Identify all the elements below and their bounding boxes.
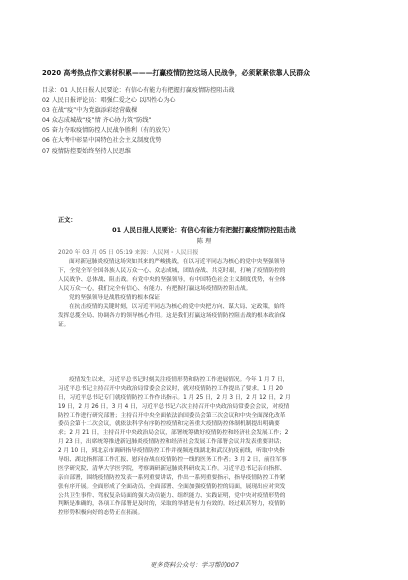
paragraph-line: 党的坚强领导是战胜疫情的根本保证 <box>69 295 160 301</box>
toc-item: 07 疫情防控要始终坚持人民思维 <box>42 147 131 155</box>
paragraph-line: 疫情发生以来，习近平总书记时刻关注疫情形势和防控工作进展情况。今年 1 月 7 日， <box>69 377 289 383</box>
paragraph-line: 日，习近平总书记专门就疫情防控工作作出指示。1 月 25 日，2 月 3 日，2 月 12 日，2 月 <box>58 394 291 401</box>
footer-watermark: 更多资料公众号：学习帮的007 <box>150 561 239 569</box>
document-title: 2020 高考热点作文素材积累———打赢疫情防控这场人民战争，必须紧紧依靠人民群众 <box>42 69 311 77</box>
toc-item: 02 人民日报评论员：唱强仁爱之心 以四性心为心 <box>42 97 176 105</box>
paragraph-line: 委员会第十二次会议，就依法科学有序防控疫情和完善重大疫情防控体制机制提出明确要 <box>58 421 280 428</box>
paragraph <box>58 294 358 330</box>
paragraph-line: 人民战争、总体战、阻击战。有党中央的坚强领导，有中国特色社会主义制度优势，有全体 <box>58 276 286 283</box>
paragraph-line: 张有序开展。全面形成了全面动员、全面部署、全面加强疫情防控的局面，展现出应对突发 <box>58 483 286 490</box>
paragraph-line: 控形势积极向好的态势正在拓展。 <box>58 510 144 517</box>
paragraph-line: 判断是准确的，各项工作部署是及时的，采取的举措是有力有效的。经过艰苦努力，疫情防 <box>58 501 286 508</box>
paragraph <box>58 376 358 518</box>
paragraph-line: 在抗击疫情的关键时刻，以习近平同志为核心的党中央把方向、谋大局、定政策，始终 <box>69 303 286 310</box>
paragraph-line: 导组、湖北指挥部工作汇报、慰问奋战在疫情防控一线的医务工作者；3 月 2 日，前往军事 <box>58 457 287 464</box>
toc-item: 目录：01 人民日报人民要论：有信心有能力有把握打赢疫情防控阻击战 <box>42 87 235 94</box>
paragraph-line: 月 23 日，出席统筹推进新冠肺炎疫情防控和经济社会发展工作部署会议并发表重要讲话； <box>58 439 285 446</box>
article-title: 01 人民日报人民要论：有信心有能力有把握打赢疫情防控阻击战 <box>112 226 296 234</box>
paragraph-line: 习近平总书记主持召开中央政治局常委会会议时，就对疫情防控工作提出了要求。1 月 20 <box>58 385 283 392</box>
paragraph-line: 证。 <box>58 321 70 328</box>
paragraph-line: 医学研究院、清华大学医学院，考察调研新冠肺炎科研攻关工作。习近平总书记亲自指挥、 <box>58 465 286 472</box>
paragraph <box>58 258 358 294</box>
paragraph-line: 亲自部署，围绕疫情防控发表一系列重要讲话，作出一系列重要指示，指导疫情防控工作紧 <box>58 474 286 481</box>
paragraph-line: 发挥总揽全局、协调各方的领导核心作用。这是我们打赢这场疫情防控阻击战的根本政治保 <box>58 312 286 319</box>
paragraph-line: 下，全党全军全国各族人民万众一心、众志成城，团结奋战、共克时艰，打响了疫情防控的 <box>58 267 286 274</box>
paragraph-line: 19 日，2 月 26 日，3 月 4 日，习近平总书记六次主持召开中央政治局常委会会议，对疫情 <box>58 403 290 410</box>
toc-item: 03 在战“疫”中为党旗添彩经营截棵 <box>42 107 138 115</box>
toc-item: 04 众志成城战“疫”情 齐心协力筑“防线” <box>42 117 152 125</box>
article-author: 陈 理 <box>196 238 212 245</box>
paragraph-line: 求；2 月 21 日，主持召开中央政治局会议，部署统筹做好疫情防控和经济社会发展工作；2 <box>58 430 289 437</box>
paragraph-line: 2 月 10 日，到北京市调研指导疫情防控工作并视频连线湖北和武汉抗疫前线，听取中央指 <box>58 448 285 455</box>
section-label: 正文： <box>58 217 77 224</box>
toc-item: 05 奋力夺取疫情防控人民战争胜利（有的放矢） <box>42 127 174 135</box>
paragraph-line: 人民万众一心，我们完全有信心、有能力、有把握打赢这场疫情防控阻击战。 <box>58 285 252 292</box>
paragraph-line: 面对新冠肺炎疫情这场突如其来的严峻挑战，在以习近平同志为核心的党中央坚强领导 <box>69 259 286 265</box>
paragraph-line: 公共卫生事件、驾驭复杂局面的强大动员能力、组织能力、实践证明，党中央对疫情形势的 <box>58 492 286 499</box>
article-meta: 2020 年 03 月 05 日 05:19 来源：人民网・人民日报 <box>58 250 199 256</box>
toc-item: 06 在大考中彰显中国特色社会主义制度优势 <box>42 137 162 145</box>
table-of-contents <box>42 86 372 157</box>
paragraph-line: 防控工作进行研究部署；主持召开中央全面依法治国委员会第三次会议和中央全面深化改革 <box>58 412 286 419</box>
